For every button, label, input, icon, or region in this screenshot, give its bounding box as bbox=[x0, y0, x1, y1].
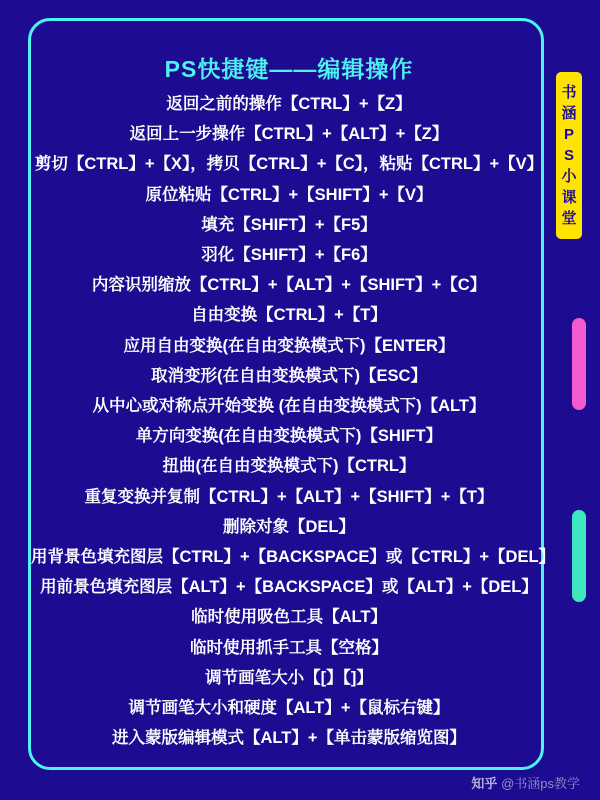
platform-name: 知乎 bbox=[471, 776, 498, 791]
list-item: 进入蒙版编辑模式【ALT】+【单击蒙版缩览图】 bbox=[112, 729, 466, 748]
page-title: PS快捷键——编辑操作 bbox=[164, 56, 414, 82]
brand-char: 课 bbox=[561, 189, 577, 206]
watermark bbox=[471, 773, 580, 792]
brand-char: S bbox=[563, 147, 574, 164]
list-item: 临时使用抓手工具【空格】 bbox=[190, 638, 388, 657]
brand-char: 书 bbox=[561, 84, 577, 101]
list-item: 填充【SHIFT】+【F5】 bbox=[201, 215, 377, 234]
content-card bbox=[28, 18, 556, 770]
list-item: 临时使用吸色工具【ALT】 bbox=[191, 608, 387, 627]
list-item: 取消变形(在自由变换模式下)【ESC】 bbox=[151, 366, 427, 385]
list-item: 单方向变换(在自由变换模式下)【SHIFT】 bbox=[135, 427, 443, 446]
list-item: 原位粘贴【CTRL】+【SHIFT】+【V】 bbox=[145, 185, 433, 204]
brand-char: 堂 bbox=[561, 210, 577, 227]
list-item: 内容识别缩放【CTRL】+【ALT】+【SHIFT】+【C】 bbox=[91, 276, 487, 295]
decorative-green-tab bbox=[572, 510, 586, 602]
list-item: 扭曲(在自由变换模式下)【CTRL】 bbox=[162, 457, 416, 476]
vertical-brand-label bbox=[556, 72, 582, 239]
list-item: 返回之前的操作【CTRL】+【Z】 bbox=[166, 95, 412, 113]
list-item: 剪切【CTRL】+【X】，拷贝【CTRL】+【C】，粘贴【CTRL】+【V】 bbox=[34, 155, 544, 174]
list-item: 用前景色填充图层【ALT】+【BACKSPACE】或【ALT】+【DEL】 bbox=[40, 578, 538, 597]
list-item: 用背景色填充图层【CTRL】+【BACKSPACE】或【CTRL】+【DEL】 bbox=[31, 548, 556, 567]
list-item: 调节画笔大小和硬度【ALT】+【鼠标右键】 bbox=[128, 699, 450, 718]
list-item: 应用自由变换(在自由变换模式下)【ENTER】 bbox=[123, 336, 455, 355]
list-item: 从中心或对称点开始变换 (在自由变换模式下)【ALT】 bbox=[92, 397, 486, 416]
list-item: 重复变换并复制【CTRL】+【ALT】+【SHIFT】+【T】 bbox=[84, 487, 494, 506]
decorative-pink-tab bbox=[572, 318, 586, 410]
brand-char: 涵 bbox=[561, 105, 577, 122]
list-item: 删除对象【DEL】 bbox=[223, 517, 355, 536]
brand-char: 小 bbox=[561, 168, 577, 185]
brand-char: P bbox=[563, 126, 574, 143]
list-item: 羽化【SHIFT】+【F6】 bbox=[201, 246, 377, 265]
list-item: 调节画笔大小【[】【]】 bbox=[205, 668, 373, 687]
list-item: 自由变换【CTRL】+【T】 bbox=[191, 306, 387, 325]
list-item: 返回上一步操作【CTRL】+【ALT】+【Z】 bbox=[129, 125, 449, 144]
author-handle: @书涵ps教学 bbox=[501, 776, 580, 791]
shortcut-list bbox=[31, 89, 556, 753]
